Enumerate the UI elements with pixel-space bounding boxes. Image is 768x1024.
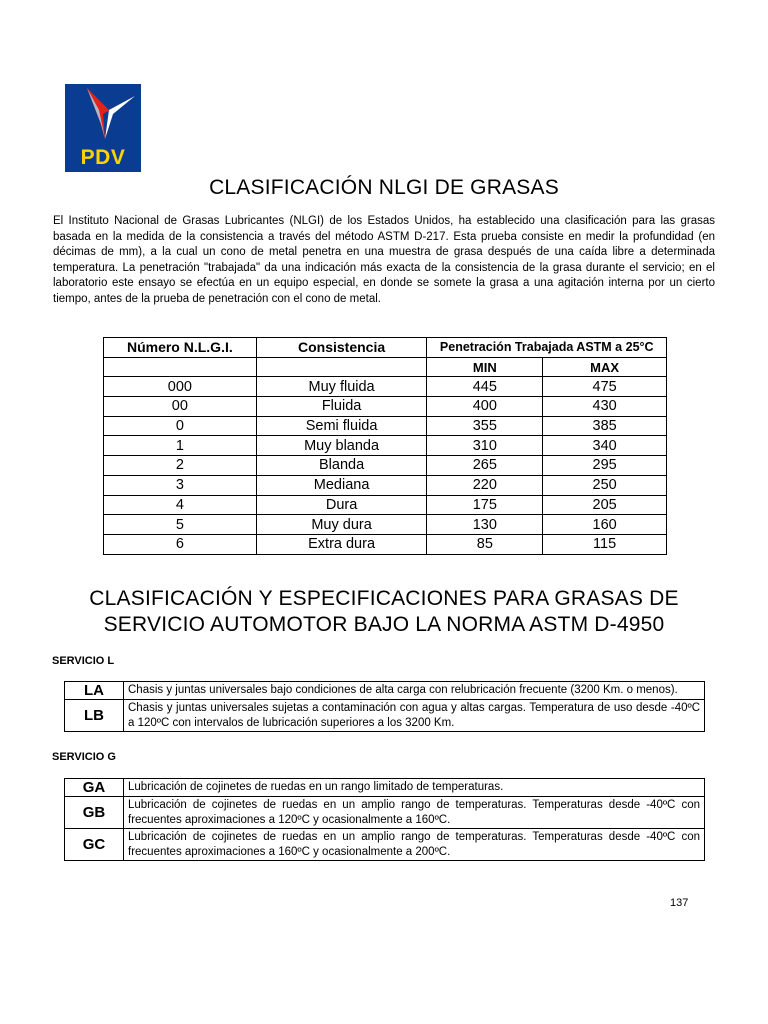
servicio-g-label: SERVICIO G: [52, 751, 116, 763]
service-desc: Lubricación de cojinetes de ruedas en un rango limitado de temperaturas.: [124, 779, 705, 797]
table-row: [104, 475, 667, 495]
table-row: [104, 397, 667, 417]
header-numero: Número N.L.G.I.: [104, 338, 257, 358]
table-row: [65, 779, 705, 797]
cell-max: 475: [543, 377, 667, 397]
table-row: [65, 829, 705, 861]
table-row: [65, 797, 705, 829]
cell-min: 130: [427, 515, 543, 535]
cell-numero: 5: [104, 515, 257, 535]
cell-numero: 4: [104, 495, 257, 515]
cell-min: 310: [427, 436, 543, 456]
logo-text: PDV: [80, 146, 126, 169]
cell-min: 85: [427, 534, 543, 554]
section-title-line1: CLASIFICACIÓN Y ESPECIFICACIONES PARA GRASAS DE: [89, 587, 679, 610]
service-desc: Lubricación de cojinetes de ruedas en un amplio rango de temperaturas. Temperaturas desde -40ºC con frecuentes aproximaciones a 160ºC y ocasionalmente a 200ºC.: [124, 829, 705, 861]
intro-paragraph: El Instituto Nacional de Grasas Lubricantes (NLGI) de los Estados Unidos, ha establecido una clasificación para las grasas basada en la medida de la consistencia a través del método ASTM D-217. Esta prueba consiste en medir la profundidad (en décimas de mm), a la cual un cono de metal penetra en una muestra de grasa después de una caída libre a determinada temperatura. La penetración "trabajada" da una indicación más exacta de la consistencia de la grasa durante el servicio; en el laboratorio este ensayo se efectúa en un equipo especial, en donde se somete la grasa a una agitación interna por un cierto tiempo, antes de la prueba de penetración con el cono de metal.: [53, 215, 715, 305]
header-consistencia: Consistencia: [256, 338, 427, 358]
header-penetracion: Penetración Trabajada ASTM a 25°C: [427, 338, 667, 358]
header-min: MIN: [427, 357, 543, 377]
cell-consistencia: Extra dura: [256, 534, 427, 554]
cell-min: 175: [427, 495, 543, 515]
cell-min: 265: [427, 456, 543, 476]
cell-max: 160: [543, 515, 667, 535]
cell-numero: 6: [104, 534, 257, 554]
cell-max: 295: [543, 456, 667, 476]
service-code: GC: [65, 829, 124, 861]
cell-min: 220: [427, 475, 543, 495]
table-row: [104, 377, 667, 397]
table-row: [104, 534, 667, 554]
cell-max: 430: [543, 397, 667, 417]
cell-numero: 2: [104, 456, 257, 476]
cell-max: 340: [543, 436, 667, 456]
service-code: LB: [65, 700, 124, 732]
section-title: [40, 586, 728, 638]
table-row: [104, 495, 667, 515]
service-code: GA: [65, 779, 124, 797]
cell-numero: 3: [104, 475, 257, 495]
nlgi-table: [103, 337, 667, 555]
service-code: LA: [65, 682, 124, 700]
table-row: [104, 515, 667, 535]
cell-min: 355: [427, 416, 543, 436]
servicio-g-table: [64, 778, 705, 861]
cell-numero: 00: [104, 397, 257, 417]
servicio-l-label: SERVICIO L: [52, 655, 115, 667]
table-row: [104, 416, 667, 436]
service-desc: Chasis y juntas universales sujetas a contaminación con agua y altas cargas. Temperatura de uso desde -40ºC a 120ºC con intervalos de lubricación superiores a los 3200 Km.: [124, 700, 705, 732]
cell-consistencia: Blanda: [256, 456, 427, 476]
service-code: GB: [65, 797, 124, 829]
section-title-line2: SERVICIO AUTOMOTOR BAJO LA NORMA ASTM D-4950: [103, 613, 665, 636]
cell-consistencia: Muy blanda: [256, 436, 427, 456]
cell-max: 115: [543, 534, 667, 554]
pdv-logo: [65, 84, 141, 172]
cell-max: 385: [543, 416, 667, 436]
header-empty-2: [256, 357, 427, 377]
cell-min: 445: [427, 377, 543, 397]
service-desc: Chasis y juntas universales bajo condiciones de alta carga con relubricación frecuente (3200 Km. o menos).: [124, 682, 705, 700]
header-max: MAX: [543, 357, 667, 377]
cell-consistencia: Fluida: [256, 397, 427, 417]
table-row: [65, 700, 705, 732]
table-row: [104, 456, 667, 476]
cell-consistencia: Muy dura: [256, 515, 427, 535]
header-empty-1: [104, 357, 257, 377]
cell-max: 205: [543, 495, 667, 515]
cell-numero: 000: [104, 377, 257, 397]
cell-numero: 0: [104, 416, 257, 436]
cell-consistencia: Semi fluida: [256, 416, 427, 436]
cell-consistencia: Mediana: [256, 475, 427, 495]
cell-max: 250: [543, 475, 667, 495]
servicio-l-table: [64, 681, 705, 732]
table-row: [65, 682, 705, 700]
table-row: [104, 436, 667, 456]
cell-consistencia: Dura: [256, 495, 427, 515]
page-number: 137: [670, 897, 689, 909]
cell-numero: 1: [104, 436, 257, 456]
cell-consistencia: Muy fluida: [256, 377, 427, 397]
page-title: CLASIFICACIÓN NLGI DE GRASAS: [209, 176, 559, 199]
cell-min: 400: [427, 397, 543, 417]
service-desc: Lubricación de cojinetes de ruedas en un amplio rango de temperaturas. Temperaturas desde -40ºC con frecuentes aproximaciones a 120ºC y ocasionalmente a 160ºC.: [124, 797, 705, 829]
